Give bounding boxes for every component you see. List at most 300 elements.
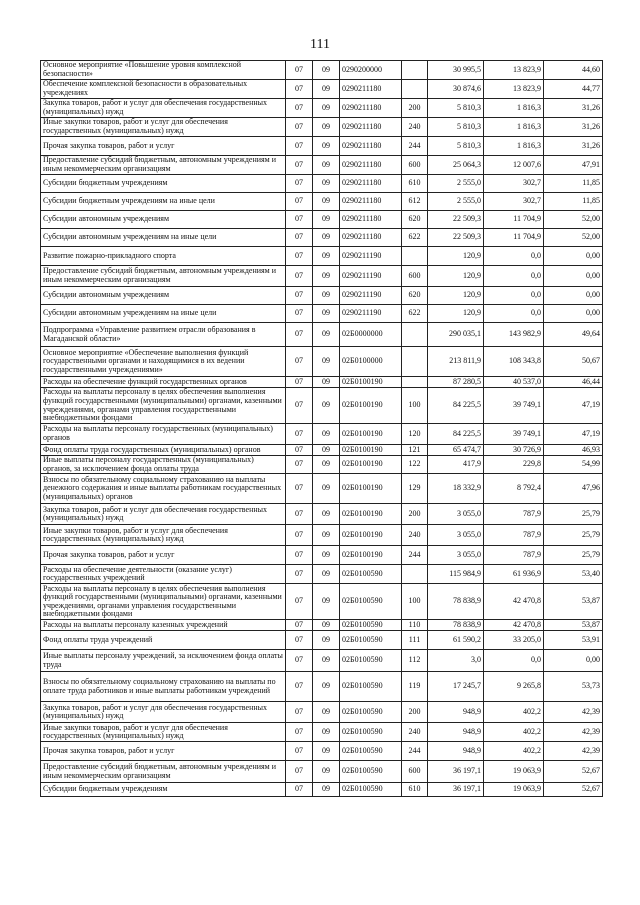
row-csr-cell: 0290211180 (340, 211, 402, 229)
row-fact-cell: 8 792,4 (484, 474, 544, 504)
row-name-cell: Расходы на выплаты персоналу в целях обеспечения выполнения функций государственными (муниципальными) органами, казенными учреждениями, органами управления государственными внебюджетными фондами (41, 388, 286, 424)
row-plan-cell: 290 035,1 (428, 323, 484, 347)
row-name-cell: Фонд оплаты труда государственных (муниципальных) органов (41, 445, 286, 456)
row-plan-cell: 17 245,7 (428, 672, 484, 702)
row-plan-cell: 18 332,9 (428, 474, 484, 504)
row-subsection-cell: 09 (313, 229, 340, 247)
row-csr-cell: 0290211190 (340, 266, 402, 287)
row-subsection-cell: 09 (313, 546, 340, 565)
table-row (41, 305, 603, 323)
row-csr-cell: 02Б0100590 (340, 631, 402, 650)
row-plan-cell: 65 474,7 (428, 445, 484, 456)
row-name-cell: Иные закупки товаров, работ и услуг для обеспечения государственных (муниципальных) нужд (41, 723, 286, 742)
row-subsection-cell: 09 (313, 156, 340, 175)
row-fact-cell: 39 749,1 (484, 388, 544, 424)
row-subsection-cell: 09 (313, 723, 340, 742)
row-subsection-cell: 09 (313, 504, 340, 525)
row-percent-cell: 47,19 (544, 424, 603, 445)
row-subsection-cell: 09 (313, 305, 340, 323)
row-percent-cell: 0,00 (544, 305, 603, 323)
row-vr-cell: 610 (402, 783, 428, 797)
row-name-cell: Прочая закупка товаров, работ и услуг (41, 742, 286, 761)
table-row (41, 61, 603, 80)
row-vr-cell: 100 (402, 388, 428, 424)
row-section-cell: 07 (286, 650, 313, 672)
row-section-cell: 07 (286, 305, 313, 323)
row-percent-cell: 47,96 (544, 474, 603, 504)
row-vr-cell: 240 (402, 525, 428, 546)
row-plan-cell: 120,9 (428, 287, 484, 305)
row-vr-cell: 610 (402, 175, 428, 193)
row-section-cell: 07 (286, 377, 313, 388)
row-plan-cell: 2 555,0 (428, 193, 484, 211)
row-name-cell: Закупка товаров, работ и услуг для обеспечения государственных (муниципальных) нужд (41, 99, 286, 118)
table-row (41, 546, 603, 565)
row-vr-cell (402, 565, 428, 584)
row-csr-cell: 0290211190 (340, 287, 402, 305)
table-row (41, 247, 603, 266)
row-csr-cell: 02Б0100190 (340, 525, 402, 546)
row-fact-cell: 0,0 (484, 247, 544, 266)
table-row (41, 504, 603, 525)
row-plan-cell: 87 280,5 (428, 377, 484, 388)
row-fact-cell: 30 726,9 (484, 445, 544, 456)
table-row (41, 474, 603, 504)
row-vr-cell: 119 (402, 672, 428, 702)
row-section-cell: 07 (286, 742, 313, 761)
row-section-cell: 07 (286, 620, 313, 631)
row-section-cell: 07 (286, 546, 313, 565)
row-subsection-cell: 09 (313, 742, 340, 761)
table-row (41, 445, 603, 456)
row-fact-cell: 11 704,9 (484, 211, 544, 229)
row-name-cell: Основное мероприятие «Обеспечение выполнения функций государственными органами и находящимися в их ведении государственными учреждениями» (41, 347, 286, 377)
row-name-cell: Субсидии автономным учреждениям (41, 211, 286, 229)
row-percent-cell: 47,19 (544, 388, 603, 424)
row-section-cell: 07 (286, 631, 313, 650)
row-section-cell: 07 (286, 388, 313, 424)
row-csr-cell: 0290211180 (340, 229, 402, 247)
row-percent-cell: 31,26 (544, 99, 603, 118)
row-csr-cell: 02Б0100190 (340, 504, 402, 525)
row-percent-cell: 42,39 (544, 702, 603, 723)
row-section-cell: 07 (286, 211, 313, 229)
row-section-cell: 07 (286, 323, 313, 347)
row-fact-cell: 11 704,9 (484, 229, 544, 247)
row-section-cell: 07 (286, 761, 313, 783)
row-section-cell: 07 (286, 193, 313, 211)
row-name-cell: Предоставление субсидий бюджетным, автономным учреждениям и иным некоммерческим организациям (41, 156, 286, 175)
row-plan-cell: 22 509,3 (428, 211, 484, 229)
row-vr-cell: 240 (402, 723, 428, 742)
row-plan-cell: 948,9 (428, 742, 484, 761)
row-fact-cell: 0,0 (484, 650, 544, 672)
row-subsection-cell: 09 (313, 80, 340, 99)
row-plan-cell: 61 590,2 (428, 631, 484, 650)
row-percent-cell: 0,00 (544, 247, 603, 266)
row-plan-cell: 84 225,5 (428, 424, 484, 445)
row-csr-cell: 02Б0100590 (340, 702, 402, 723)
row-subsection-cell: 09 (313, 137, 340, 156)
row-percent-cell: 0,00 (544, 650, 603, 672)
row-vr-cell: 620 (402, 211, 428, 229)
row-plan-cell: 3 055,0 (428, 504, 484, 525)
row-plan-cell: 115 984,9 (428, 565, 484, 584)
row-csr-cell: 0290211180 (340, 175, 402, 193)
row-vr-cell: 122 (402, 456, 428, 474)
row-percent-cell: 53,87 (544, 620, 603, 631)
row-subsection-cell: 09 (313, 388, 340, 424)
row-percent-cell: 11,85 (544, 193, 603, 211)
row-plan-cell: 2 555,0 (428, 175, 484, 193)
row-plan-cell: 5 810,3 (428, 137, 484, 156)
page-number: 111 (310, 37, 330, 52)
row-plan-cell: 78 838,9 (428, 620, 484, 631)
row-percent-cell: 42,39 (544, 723, 603, 742)
row-section-cell: 07 (286, 445, 313, 456)
row-vr-cell: 200 (402, 504, 428, 525)
row-plan-cell: 120,9 (428, 247, 484, 266)
row-section-cell: 07 (286, 118, 313, 137)
row-section-cell: 07 (286, 229, 313, 247)
row-section-cell: 07 (286, 584, 313, 620)
row-subsection-cell: 09 (313, 565, 340, 584)
table-row (41, 702, 603, 723)
row-subsection-cell: 09 (313, 445, 340, 456)
row-name-cell: Расходы на обеспечение функций государственных органов (41, 377, 286, 388)
row-fact-cell: 302,7 (484, 193, 544, 211)
row-plan-cell: 213 811,9 (428, 347, 484, 377)
table-row (41, 323, 603, 347)
row-name-cell: Расходы на обеспечение деятельности (оказание услуг) государственных учреждений (41, 565, 286, 584)
row-csr-cell: 02Б0100590 (340, 672, 402, 702)
row-fact-cell: 787,9 (484, 504, 544, 525)
row-fact-cell: 13 823,9 (484, 61, 544, 80)
row-section-cell: 07 (286, 525, 313, 546)
row-fact-cell: 42 470,8 (484, 584, 544, 620)
table-row (41, 584, 603, 620)
row-subsection-cell: 09 (313, 377, 340, 388)
row-vr-cell: 244 (402, 742, 428, 761)
row-csr-cell: 02Б0100590 (340, 783, 402, 797)
row-name-cell: Иные закупки товаров, работ и услуг для обеспечения государственных (муниципальных) нужд (41, 525, 286, 546)
row-subsection-cell: 09 (313, 211, 340, 229)
row-name-cell: Предоставление субсидий бюджетным, автономным учреждениям и иным некоммерческим организациям (41, 761, 286, 783)
row-csr-cell: 02Б0100190 (340, 377, 402, 388)
row-plan-cell: 3 055,0 (428, 546, 484, 565)
row-percent-cell: 52,67 (544, 761, 603, 783)
row-fact-cell: 19 063,9 (484, 761, 544, 783)
row-fact-cell: 19 063,9 (484, 783, 544, 797)
row-percent-cell: 53,91 (544, 631, 603, 650)
row-csr-cell: 02Б0100590 (340, 565, 402, 584)
row-section-cell: 07 (286, 156, 313, 175)
row-percent-cell: 25,79 (544, 504, 603, 525)
row-subsection-cell: 09 (313, 247, 340, 266)
table-row (41, 424, 603, 445)
row-csr-cell: 0290211180 (340, 80, 402, 99)
row-vr-cell: 622 (402, 229, 428, 247)
table-row (41, 783, 603, 797)
row-percent-cell: 31,26 (544, 118, 603, 137)
row-subsection-cell: 09 (313, 783, 340, 797)
table-row (41, 347, 603, 377)
row-vr-cell: 620 (402, 287, 428, 305)
table-row (41, 631, 603, 650)
row-section-cell: 07 (286, 80, 313, 99)
row-percent-cell: 47,91 (544, 156, 603, 175)
table-row (41, 118, 603, 137)
row-vr-cell: 600 (402, 761, 428, 783)
row-csr-cell: 0290200000 (340, 61, 402, 80)
row-name-cell: Субсидии бюджетным учреждениям на иные цели (41, 193, 286, 211)
row-fact-cell: 229,8 (484, 456, 544, 474)
row-plan-cell: 25 064,3 (428, 156, 484, 175)
row-plan-cell: 5 810,3 (428, 99, 484, 118)
row-csr-cell: 0290211190 (340, 305, 402, 323)
row-name-cell: Взносы по обязательному социальному страхованию на выплаты по оплате труда работников и иные выплаты работникам учреждений (41, 672, 286, 702)
row-subsection-cell: 09 (313, 118, 340, 137)
row-subsection-cell: 09 (313, 61, 340, 80)
row-fact-cell: 787,9 (484, 525, 544, 546)
row-csr-cell: 0290211180 (340, 193, 402, 211)
row-fact-cell: 302,7 (484, 175, 544, 193)
row-section-cell: 07 (286, 474, 313, 504)
row-csr-cell: 02Б0100590 (340, 620, 402, 631)
row-name-cell: Субсидии бюджетным учреждениям (41, 783, 286, 797)
row-percent-cell: 31,26 (544, 137, 603, 156)
row-csr-cell: 02Б0000000 (340, 323, 402, 347)
table-row (41, 723, 603, 742)
row-fact-cell: 402,2 (484, 723, 544, 742)
row-plan-cell: 120,9 (428, 266, 484, 287)
row-fact-cell: 402,2 (484, 702, 544, 723)
row-subsection-cell: 09 (313, 347, 340, 377)
table-row (41, 80, 603, 99)
row-vr-cell: 200 (402, 702, 428, 723)
row-vr-cell: 622 (402, 305, 428, 323)
row-fact-cell: 1 816,3 (484, 137, 544, 156)
row-fact-cell: 33 205,0 (484, 631, 544, 650)
row-vr-cell: 612 (402, 193, 428, 211)
row-fact-cell: 0,0 (484, 287, 544, 305)
row-percent-cell: 52,00 (544, 229, 603, 247)
row-percent-cell: 49,64 (544, 323, 603, 347)
row-fact-cell: 9 265,8 (484, 672, 544, 702)
row-name-cell: Подпрограмма «Управление развитием отрасли образования в Магаданской области» (41, 323, 286, 347)
row-subsection-cell: 09 (313, 631, 340, 650)
row-percent-cell: 53,40 (544, 565, 603, 584)
row-fact-cell: 1 816,3 (484, 99, 544, 118)
row-vr-cell: 244 (402, 546, 428, 565)
table-row (41, 99, 603, 118)
table-row (41, 456, 603, 474)
row-subsection-cell: 09 (313, 584, 340, 620)
row-vr-cell (402, 347, 428, 377)
row-percent-cell: 0,00 (544, 266, 603, 287)
row-name-cell: Предоставление субсидий бюджетным, автономным учреждениям и иным некоммерческим организациям (41, 266, 286, 287)
row-percent-cell: 46,93 (544, 445, 603, 456)
row-subsection-cell: 09 (313, 702, 340, 723)
row-csr-cell: 02Б0100000 (340, 347, 402, 377)
row-vr-cell: 244 (402, 137, 428, 156)
table-row (41, 156, 603, 175)
row-plan-cell: 36 197,1 (428, 783, 484, 797)
row-subsection-cell: 09 (313, 650, 340, 672)
row-subsection-cell: 09 (313, 323, 340, 347)
row-name-cell: Обеспечение комплексной безопасности в образовательных учреждениях (41, 80, 286, 99)
row-csr-cell: 0290211190 (340, 247, 402, 266)
table-row (41, 525, 603, 546)
table-row (41, 266, 603, 287)
row-section-cell: 07 (286, 99, 313, 118)
row-plan-cell: 5 810,3 (428, 118, 484, 137)
table-row (41, 211, 603, 229)
row-section-cell: 07 (286, 783, 313, 797)
row-percent-cell: 53,87 (544, 584, 603, 620)
row-csr-cell: 0290211180 (340, 118, 402, 137)
row-csr-cell: 0290211180 (340, 99, 402, 118)
table-row (41, 761, 603, 783)
row-name-cell: Иные выплаты персоналу учреждений, за исключением фонда оплаты труда (41, 650, 286, 672)
row-percent-cell: 52,67 (544, 783, 603, 797)
row-name-cell: Взносы по обязательному социальному страхованию на выплаты денежного содержания и иные выплаты работникам государственных (муниципальных) органов (41, 474, 286, 504)
row-plan-cell: 948,9 (428, 723, 484, 742)
table-row (41, 229, 603, 247)
row-vr-cell (402, 61, 428, 80)
row-fact-cell: 402,2 (484, 742, 544, 761)
row-vr-cell (402, 80, 428, 99)
row-name-cell: Иные выплаты персоналу государственных (муниципальных) органов, за исключением фонда оплаты труда (41, 456, 286, 474)
row-section-cell: 07 (286, 702, 313, 723)
row-plan-cell: 22 509,3 (428, 229, 484, 247)
row-vr-cell: 600 (402, 156, 428, 175)
table-row (41, 137, 603, 156)
row-percent-cell: 46,44 (544, 377, 603, 388)
table-row (41, 620, 603, 631)
row-fact-cell: 40 537,0 (484, 377, 544, 388)
row-csr-cell: 02Б0100190 (340, 456, 402, 474)
row-percent-cell: 53,73 (544, 672, 603, 702)
row-fact-cell: 143 982,9 (484, 323, 544, 347)
row-fact-cell: 1 816,3 (484, 118, 544, 137)
row-fact-cell: 13 823,9 (484, 80, 544, 99)
row-subsection-cell: 09 (313, 99, 340, 118)
row-section-cell: 07 (286, 347, 313, 377)
row-fact-cell: 39 749,1 (484, 424, 544, 445)
row-fact-cell: 0,0 (484, 305, 544, 323)
row-vr-cell (402, 323, 428, 347)
row-name-cell: Развитие пожарно-прикладного спорта (41, 247, 286, 266)
row-name-cell: Расходы на выплаты персоналу казенных учреждений (41, 620, 286, 631)
row-percent-cell: 52,00 (544, 211, 603, 229)
row-csr-cell: 02Б0100590 (340, 723, 402, 742)
row-subsection-cell: 09 (313, 474, 340, 504)
row-name-cell: Закупка товаров, работ и услуг для обеспечения государственных (муниципальных) нужд (41, 504, 286, 525)
row-section-cell: 07 (286, 723, 313, 742)
row-section-cell: 07 (286, 456, 313, 474)
row-subsection-cell: 09 (313, 525, 340, 546)
row-csr-cell: 02Б0100590 (340, 761, 402, 783)
row-csr-cell: 02Б0100590 (340, 650, 402, 672)
row-section-cell: 07 (286, 61, 313, 80)
row-fact-cell: 12 007,6 (484, 156, 544, 175)
table-row (41, 565, 603, 584)
row-vr-cell (402, 377, 428, 388)
row-section-cell: 07 (286, 504, 313, 525)
row-plan-cell: 120,9 (428, 305, 484, 323)
row-vr-cell: 121 (402, 445, 428, 456)
row-percent-cell: 44,77 (544, 80, 603, 99)
row-subsection-cell: 09 (313, 287, 340, 305)
row-plan-cell: 948,9 (428, 702, 484, 723)
row-plan-cell: 3 055,0 (428, 525, 484, 546)
row-percent-cell: 54,99 (544, 456, 603, 474)
row-fact-cell: 108 343,8 (484, 347, 544, 377)
row-percent-cell: 44,60 (544, 61, 603, 80)
row-percent-cell: 25,79 (544, 546, 603, 565)
row-plan-cell: 417,9 (428, 456, 484, 474)
row-subsection-cell: 09 (313, 175, 340, 193)
row-subsection-cell: 09 (313, 672, 340, 702)
row-section-cell: 07 (286, 287, 313, 305)
table-row (41, 377, 603, 388)
row-vr-cell: 100 (402, 584, 428, 620)
row-csr-cell: 02Б0100190 (340, 388, 402, 424)
row-plan-cell: 36 197,1 (428, 761, 484, 783)
row-vr-cell (402, 247, 428, 266)
table-row (41, 175, 603, 193)
table-row (41, 287, 603, 305)
row-percent-cell: 25,79 (544, 525, 603, 546)
row-section-cell: 07 (286, 565, 313, 584)
row-vr-cell: 111 (402, 631, 428, 650)
row-vr-cell: 110 (402, 620, 428, 631)
row-subsection-cell: 09 (313, 620, 340, 631)
row-plan-cell: 30 874,6 (428, 80, 484, 99)
row-plan-cell: 3,0 (428, 650, 484, 672)
table-row (41, 650, 603, 672)
row-vr-cell: 129 (402, 474, 428, 504)
row-csr-cell: 0290211180 (340, 156, 402, 175)
row-fact-cell: 61 936,9 (484, 565, 544, 584)
row-subsection-cell: 09 (313, 424, 340, 445)
table-row (41, 672, 603, 702)
row-name-cell: Субсидии автономным учреждениям (41, 287, 286, 305)
table-body (41, 61, 603, 797)
row-name-cell: Закупка товаров, работ и услуг для обеспечения государственных (муниципальных) нужд (41, 702, 286, 723)
row-plan-cell: 78 838,9 (428, 584, 484, 620)
row-plan-cell: 84 225,5 (428, 388, 484, 424)
row-vr-cell: 200 (402, 99, 428, 118)
row-csr-cell: 02Б0100190 (340, 424, 402, 445)
row-subsection-cell: 09 (313, 266, 340, 287)
table-row (41, 193, 603, 211)
row-fact-cell: 787,9 (484, 546, 544, 565)
row-section-cell: 07 (286, 266, 313, 287)
row-section-cell: 07 (286, 672, 313, 702)
row-csr-cell: 02Б0100590 (340, 742, 402, 761)
row-vr-cell: 240 (402, 118, 428, 137)
table-row (41, 388, 603, 424)
row-vr-cell: 600 (402, 266, 428, 287)
row-fact-cell: 0,0 (484, 266, 544, 287)
row-name-cell: Прочая закупка товаров, работ и услуг (41, 546, 286, 565)
row-percent-cell: 42,39 (544, 742, 603, 761)
row-name-cell: Иные закупки товаров, работ и услуг для обеспечения государственных (муниципальных) нужд (41, 118, 286, 137)
row-name-cell: Субсидии бюджетным учреждениям (41, 175, 286, 193)
row-name-cell: Расходы на выплаты персоналу государственных (муниципальных) органов (41, 424, 286, 445)
